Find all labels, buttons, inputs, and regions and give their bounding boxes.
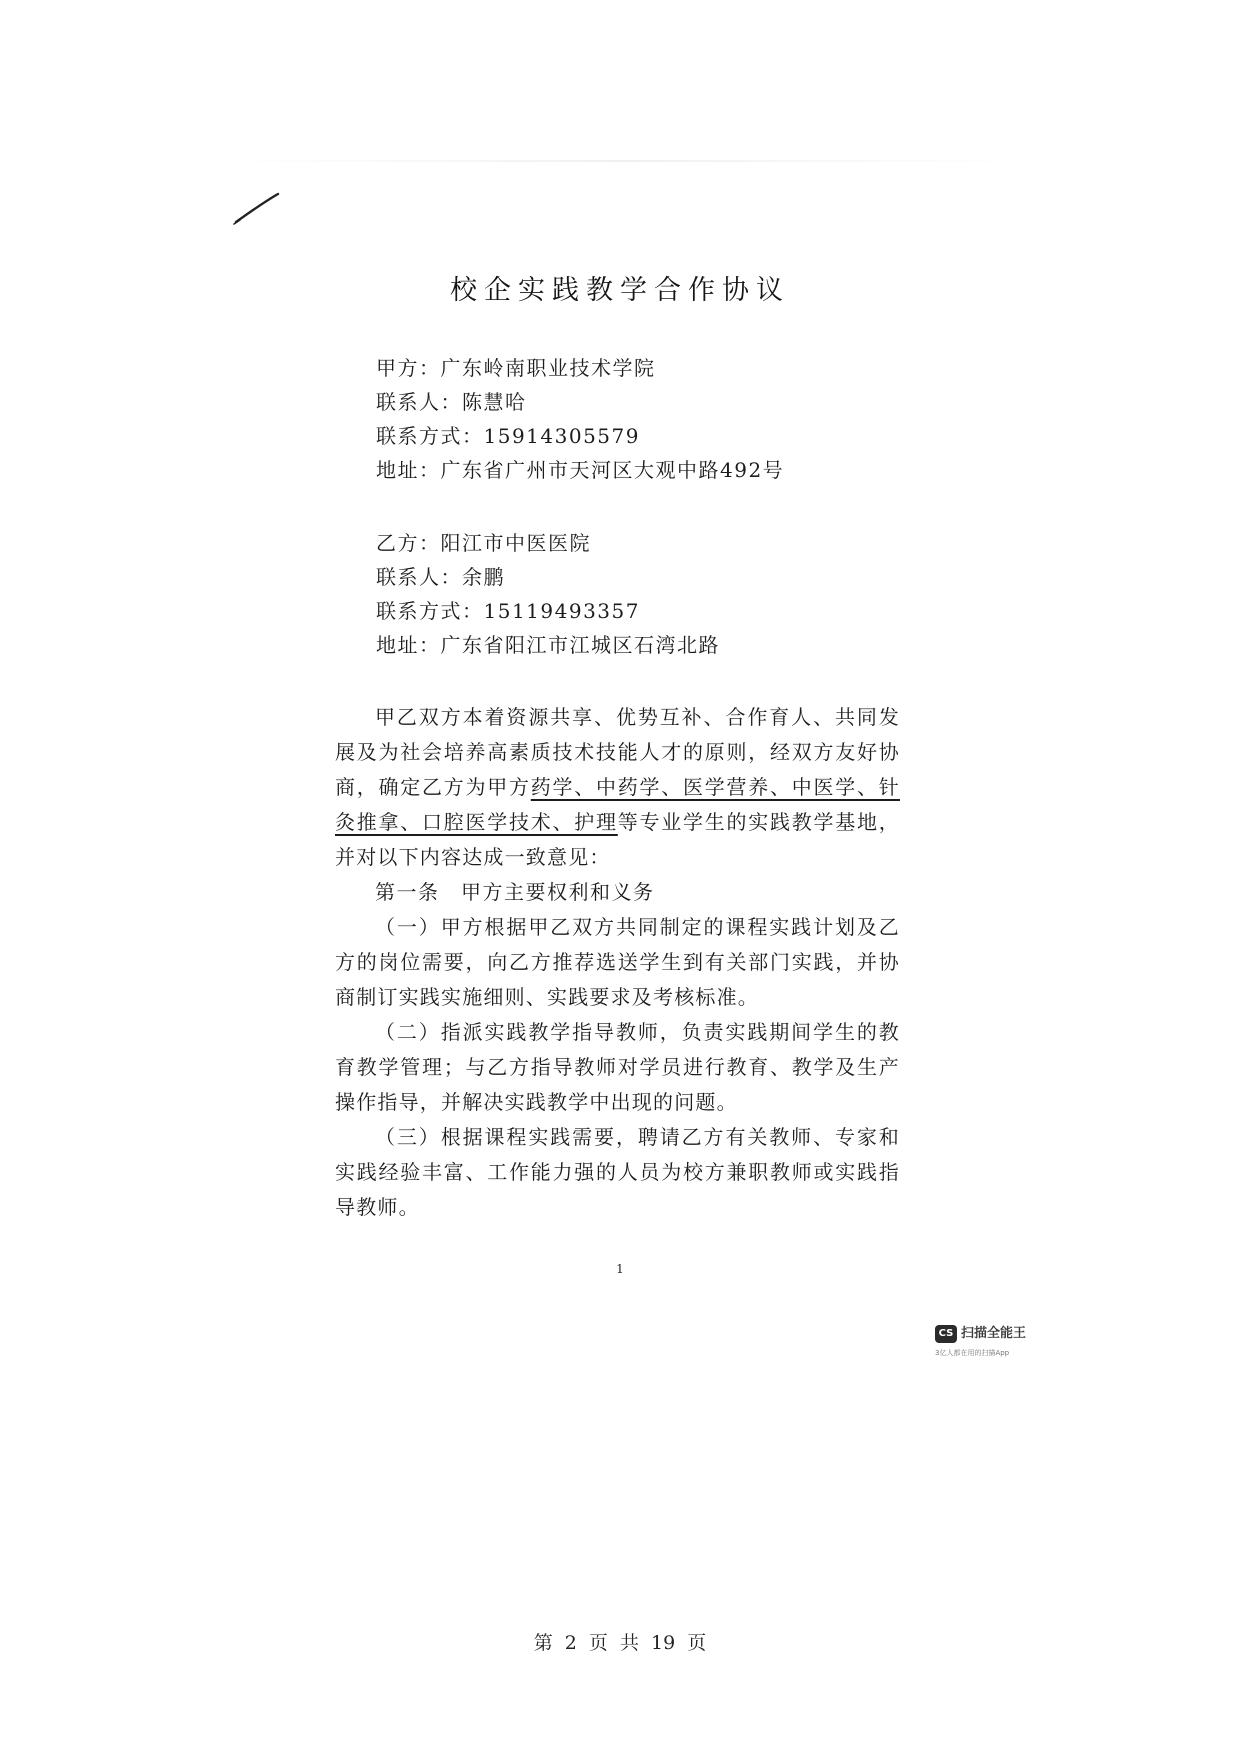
camscanner-logo-icon: CS xyxy=(935,1325,957,1343)
party-b-phone: 联系方式：15119493357 xyxy=(376,599,640,623)
document-title: 校企实践教学合作协议 xyxy=(450,275,790,306)
article-1-heading: 第一条 甲方主要权利和义务 xyxy=(375,880,655,904)
page-footer: 第 2 页 共 19 页 xyxy=(533,1632,707,1654)
intro-paragraph xyxy=(335,700,900,875)
party-b-contact: 联系人：余鹏 xyxy=(376,565,505,589)
article-1-item-3: （三）根据课程实践需要，聘请乙方有关教师、专家和实践经验丰富、工作能力强的人员为校方兼职教师或实践指导教师。 xyxy=(335,1125,900,1219)
intro-text-before: 甲乙双方本着资源共享、优势互补、合作育人、共同发展及为社会培养高素质技术技能人才的原则，经双方友好协商，确定乙方为甲方 xyxy=(335,705,900,799)
article-1-item-1: （一）甲方根据甲乙双方共同制定的课程实践计划及乙方的岗位需要，向乙方推荐选送学生到有关部门实践，并协商制订实践实施细则、实践要求及考核标准。 xyxy=(335,915,900,1009)
party-a-contact: 联系人：陈慧哈 xyxy=(376,390,527,414)
scan-page-number: 1 xyxy=(616,1262,624,1276)
party-b-name: 乙方：阳江市中医医院 xyxy=(376,531,591,555)
party-a-name: 甲方：广东岭南职业技术学院 xyxy=(376,356,656,380)
camscanner-slogan: 3亿人都在用的扫描App xyxy=(935,1349,1010,1357)
party-b-address: 地址：广东省阳江市江城区石湾北路 xyxy=(376,633,720,657)
scan-edge-shadow xyxy=(215,160,1035,162)
majors-list: 药学、中药学、医学营养、中医学、针灸推拿、口腔医学技术、护理 xyxy=(335,775,900,834)
intro-text-after: 等专业学生的实践教学基地，并对以下内容达成一致意见： xyxy=(335,810,900,869)
party-a-phone: 联系方式：15914305579 xyxy=(376,424,640,448)
camscanner-watermark xyxy=(935,1325,1060,1367)
agreement-body xyxy=(335,700,900,1225)
camscanner-app-name: 扫描全能王 xyxy=(961,1326,1027,1341)
party-a-address: 地址：广东省广州市天河区大观中路492号 xyxy=(376,458,785,482)
pen-mark xyxy=(232,190,282,226)
article-1-item-2: （二）指派实践教学指导教师，负责实践期间学生的教育教学管理；与乙方指导教师对学员进行教育、教学及生产操作指导，并解决实践教学中出现的问题。 xyxy=(335,1020,900,1114)
